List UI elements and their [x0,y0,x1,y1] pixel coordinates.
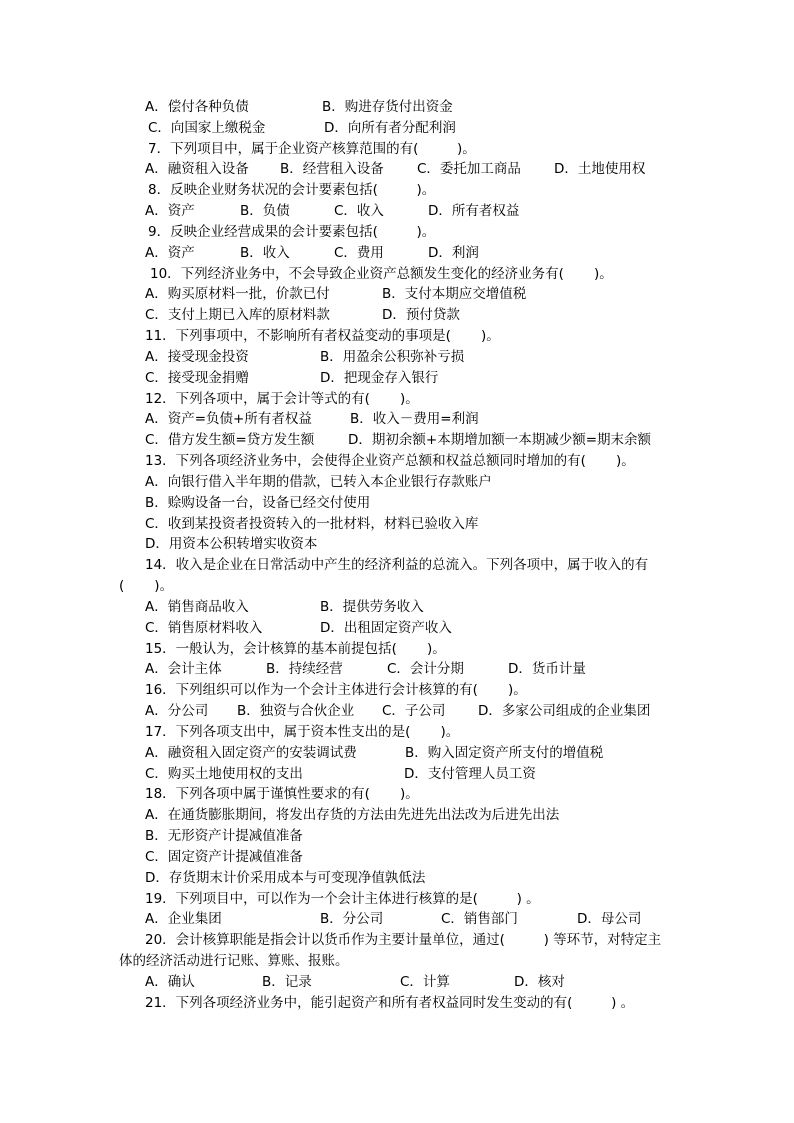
question-text: 16．下列组织可以作为一个会计主体进行会计核算的有( )。 [145,682,527,699]
question-text: B．无形资产计提减值准备 [145,828,303,845]
option-text: D．土地使用权 [554,161,646,178]
question-text: 15．一般认为，会计核算的基本前提包括( )。 [145,640,446,657]
option-text: A．融资租入固定资产的安装调试费 [145,744,357,761]
question-text: 体的经济活动进行记账、算账、报账。 [119,953,349,970]
option-text: B．持续经营 [266,661,343,678]
option-text: A．资产 [145,244,195,261]
option-text: D．支付管理人员工资 [404,765,536,782]
option-text: C．借方发生额=贷方发生额 [145,432,315,449]
option-text: A．销售商品收入 [145,598,249,615]
option-text: A．融资租入设备 [145,161,249,178]
option-text: A．偿付各种负债 [145,99,249,115]
option-text: B．负债 [240,203,290,220]
question-text: 19．下列项目中，可以作为一个会计主体进行核算的是( ) 。 [145,890,540,907]
option-text: D．预付贷款 [382,307,460,324]
option-text: C．向国家上缴税金 [148,119,266,136]
question-text: 18．下列各项中属于谨慎性要求的有( )。 [145,786,419,803]
option-text: C．收入 [334,203,384,220]
option-text: D．母公司 [577,911,642,928]
option-text: B．购入固定资产所支付的增值税 [405,744,604,761]
question-text: 20．会计核算职能是指会计以货币作为主要计量单位，通过( ) 等环节，对特定主 [145,932,662,949]
option-text: D．期初余额+本期增加额一本期减少额=期末余额 [348,432,652,449]
question-text: B．赊购设备一台，设备已经交付使用 [145,494,371,511]
option-text: D．利润 [428,244,479,261]
option-text: A．分公司 [145,703,209,720]
option-text: B．分公司 [320,911,384,928]
question-text: 9．反映企业经营成果的会计要素包括( )。 [148,223,436,240]
option-text: D．货币计量 [508,661,586,678]
question-text: 12．下列各项中，属于会计等式的有( )。 [145,390,419,407]
option-text: A．资产 [145,203,195,220]
question-text: 10．下列经济业务中，不会导致企业资产总额发生变化的经济业务有( )。 [150,265,613,282]
question-text: C．收到某投资者投资转入的一批材料，材料已验收入库 [145,515,479,532]
option-text: B．记录 [262,973,312,990]
option-text: C．销售部门 [441,911,518,928]
option-text: A．接受现金投资 [145,348,249,365]
question-text: 13．下列各项经济业务中，会使得企业资产总额和权益总额同时增加的有( )。 [145,453,635,470]
option-text: B．支付本期应交增值税 [382,286,527,303]
question-text: D．用资本公积转增实收资本 [145,536,318,553]
option-text: D．多家公司组成的企业集团 [478,703,651,720]
question-text: C．固定资产计提减值准备 [145,848,303,865]
option-text: C．会计分期 [387,661,464,678]
option-text: C．接受现金捐赠 [145,369,249,386]
option-text: A．确认 [145,973,195,990]
question-text: D．存货期末计价采用成本与可变现净值孰低法 [145,869,426,886]
question-text: A．向银行借入半年期的借款，已转入本企业银行存款账户 [145,473,492,490]
question-text: 8．反映企业财务状况的会计要素包括( )。 [148,182,436,199]
option-text: D．所有者权益 [428,203,520,220]
option-text: D．核对 [514,973,565,990]
option-text: B．经营租入设备 [280,161,384,178]
option-text: A．会计主体 [145,661,222,678]
option-text: A．购买原材料一批，价款已付 [145,286,330,303]
option-text: D．把现金存入银行 [320,369,439,386]
option-text: C．支付上期已入库的原材料款 [145,307,330,324]
option-text: B．用盈余公积弥补亏损 [320,348,465,365]
question-text: 14．收入是企业在日常活动中产生的经济利益的总流入。下列各项中，属于收入的有 [145,557,649,574]
question-text: 7．下列项目中，属于企业资产核算范围的有( )。 [148,140,476,157]
option-text: D．向所有者分配利润 [324,119,456,136]
question-text: ( )。 [119,578,174,595]
option-text: C．销售原材料收入 [145,619,263,636]
option-text: C．计算 [400,973,450,990]
option-text: C．费用 [334,244,384,261]
option-text: D．出租固定资产收入 [320,619,452,636]
option-text: B．独资与合伙企业 [237,703,355,720]
question-text: 11．下列事项中，不影响所有者权益变动的事项是( )。 [145,328,500,345]
option-text: A．资产=负债+所有者权益 [145,411,312,428]
option-text: B．收入－费用=利润 [350,411,479,428]
question-text: 17．下列各项支出中，属于资本性支出的是( )。 [145,723,460,740]
option-text: C．子公司 [382,703,446,720]
option-text: B．购进存货付出资金 [322,99,453,115]
option-text: B．提供劳务收入 [320,598,424,615]
option-text: A．企业集团 [145,911,222,928]
question-text: 21．下列各项经济业务中，能引起资产和所有者权益同时发生变动的有( ) 。 [145,994,635,1011]
option-text: C．购买土地使用权的支出 [145,765,303,782]
question-text: A．在通货膨胀期间，将发出存货的方法由先进先出法改为后进先出法 [145,807,560,824]
option-text: B．收入 [240,244,290,261]
option-text: C．委托加工商品 [417,161,521,178]
